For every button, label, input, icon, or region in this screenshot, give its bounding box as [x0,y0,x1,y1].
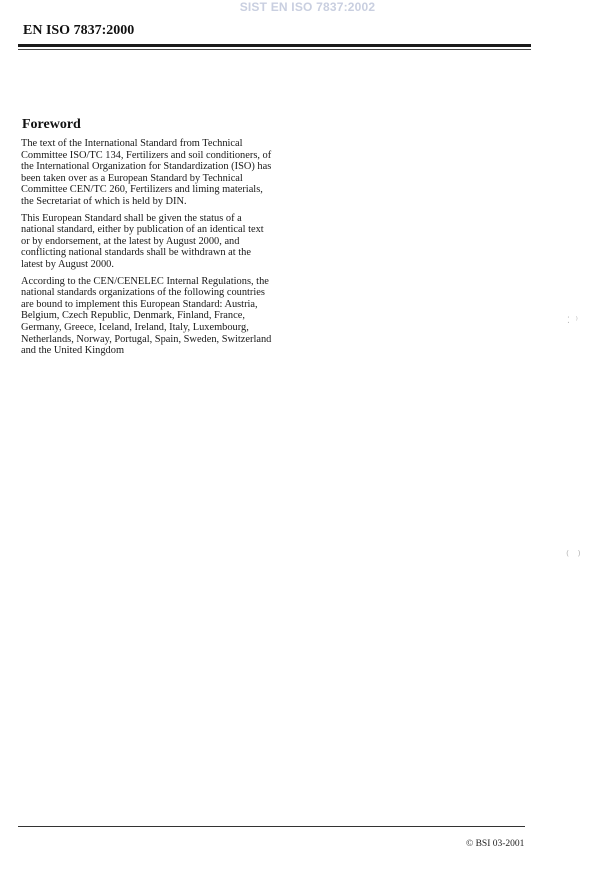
copyright-notice: © BSI 03-2001 [466,839,525,849]
document-id: EN ISO 7837:2000 [23,23,135,38]
foreword-paragraph-1: The text of the International Standard from Technical Committee ISO/TC 134, Fertilizers and soil conditioners, of the International Organization for Standardization (ISO) has been taken over as a European Standard by Technical Committee CEN/TC 260, Fertilizers and liming materials, the Secretariat of which is held by DIN. [21,138,272,207]
footer-rule [18,826,525,827]
foreword-paragraph-3: According to the CEN/CENELEC Internal Regulations, the national standards organizations of the following countries are bound to implement this European Standard: Austria, Belgium, Czech Republic, Denmark, Finland, France, Germany, Greece, Iceland, Ireland, Italy, Luxembourg, Netherlands, Norway, Portugal, Spain, Sweden, Switzerland and the United Kingdom [21,275,272,357]
foreword-heading: Foreword [22,117,81,132]
foreword-paragraph-2: This European Standard shall be given the status of a national standard, either by publication of an identical text or by endorsement, at the latest by August 2000, and conflicting national standards shall be withdrawn at the latest by August 2000. [21,212,264,270]
header-rule-thick [18,44,531,47]
watermark: SIST EN ISO 7837:2002 [239,0,376,14]
scan-speck: ⁚ ⁾ [567,316,578,326]
scan-speck: ⁽ ⁾ [566,549,581,564]
header-rule-thin [18,49,531,50]
foreword-body [21,138,273,362]
